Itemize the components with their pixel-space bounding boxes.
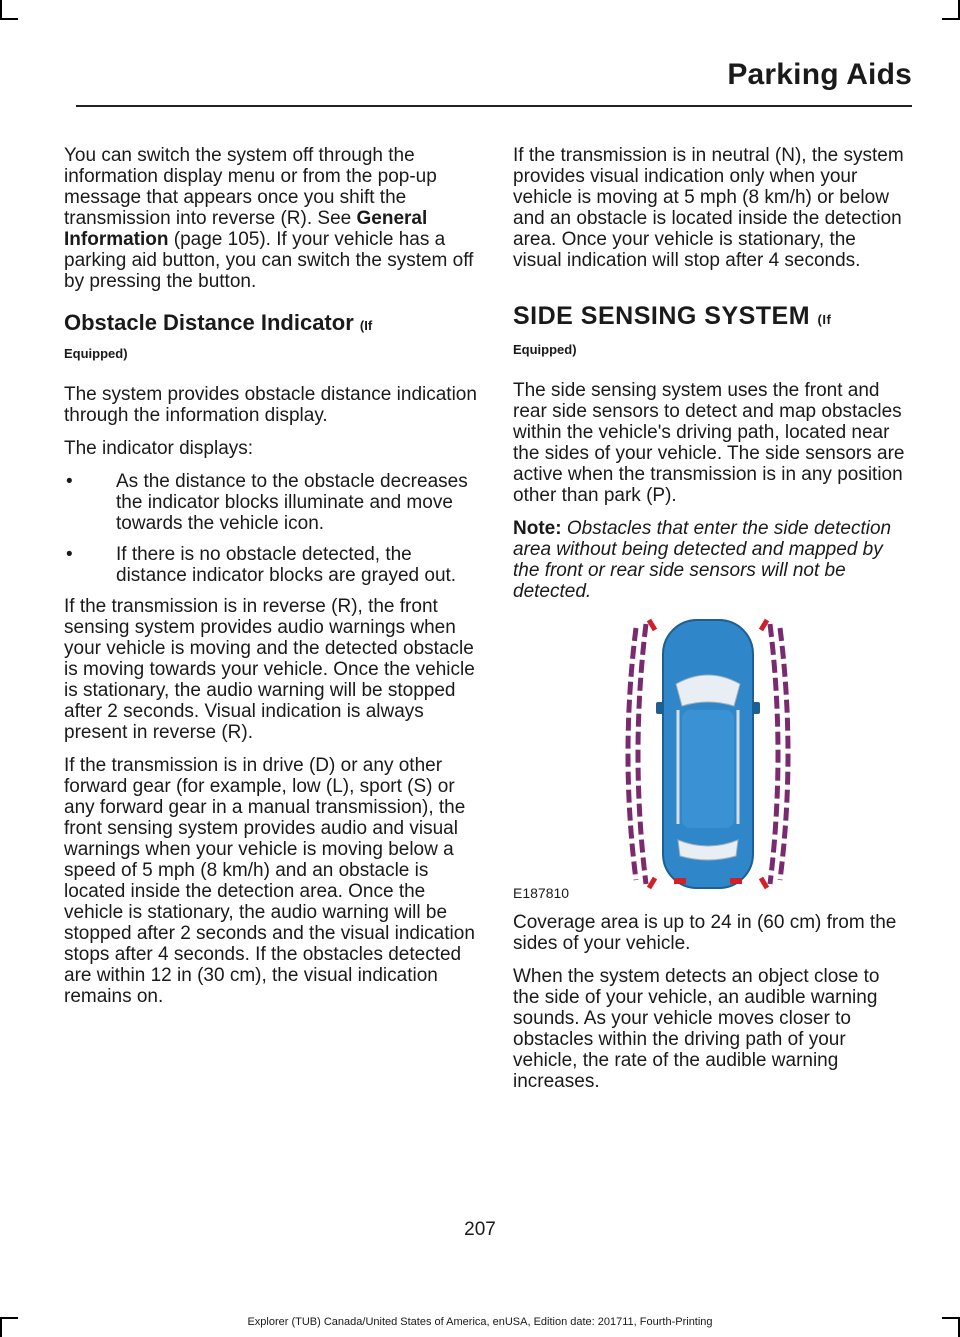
list-item (64, 544, 478, 586)
footer-text: Explorer (TUB) Canada/United States of America, enUSA, Edition date: 201711, Fourth-Printing (247, 1316, 713, 1328)
list-item-text: As the distance to the obstacle decreases the indicator blocks illuminate and move towards the vehicle icon. (116, 471, 468, 534)
list-item (64, 471, 478, 534)
paragraph: If the transmission is in reverse (R), the front sensing system provides audio warnings when your vehicle is moving and the detected obstacle is moving towards your vehicle. Once the vehicle is stationary, the audio warning will be stopped after 2 seconds. Visual indication is always present in reverse (R). (64, 596, 475, 743)
paragraph: If the transmission is in drive (D) or any other forward gear (for example, low (L), sport (S) or any forward gear in a manual transmission), the front sensing system provides audio and visual warnings when your vehicle is moving below a speed of 5 mph (8 km/h) and an obstacle is located inside the detection area. Once the vehicle is stationary, the audio warning will be stopped after 2 seconds and the visual indication stops after 4 seconds. If the obstacles detected are within 12 in (30 cm), the visual indication remains on. (64, 755, 475, 1007)
crop-mark (942, 18, 960, 20)
section-heading-obstacle-distance (64, 310, 478, 339)
heading-equipped: Equipped) (64, 346, 128, 361)
bullet-glyph: • (66, 471, 73, 492)
heading-equipped: Equipped) (513, 342, 577, 357)
intro-paragraph (64, 145, 478, 292)
page-number: 207 (464, 1219, 496, 1240)
general-information-link[interactable]: General Information (64, 208, 428, 250)
crop-mark (0, 18, 18, 20)
figure-id: E187810 (513, 885, 570, 901)
paragraph: When the system detects an object close to the side of your vehicle, an audible warning sounds. As your vehicle moves closer to obstacles within the driving path of your vehicle, the rate of the audible warning increases. (513, 966, 880, 1092)
side-sensing-figure (513, 614, 908, 904)
intro-text-end: (page 105). If your vehicle has a parking aid button, you can switch the system off by pressing the button. (64, 229, 474, 292)
note-paragraph (513, 518, 908, 602)
bullet-glyph: • (66, 544, 73, 565)
right-column (513, 145, 908, 1104)
paragraph: The indicator displays: (64, 438, 254, 459)
list-item-text: If there is no obstacle detected, the distance indicator blocks are grayed out. (116, 544, 457, 586)
note-label: Note: (513, 518, 562, 539)
note-text: Obstacles that enter the side detection area without being detected and mapped by the front or rear side sensors will not be detected. (513, 518, 892, 602)
intro-text: You can switch the system off through the information display menu or from the pop-up message that appears once you shift the transmission into reverse (R). See (64, 145, 437, 229)
car-icon (656, 620, 760, 888)
crop-mark (0, 0, 2, 18)
paragraph: The system provides obstacle distance indication through the information display. (64, 384, 477, 426)
paragraph: Coverage area is up to 24 in (60 cm) from the sides of your vehicle. (513, 912, 897, 954)
heading-condition: (If (359, 318, 373, 333)
indicator-list (64, 471, 478, 586)
section-heading-side-sensing (513, 301, 908, 335)
paragraph: The side sensing system uses the front and rear side sensors to detect and map obstacles within the vehicle's driving path, located near the sides of your vehicle. The side sensors are active when the transmission is in any position other than park (P). (513, 380, 905, 506)
page-title: Parking Aids (727, 58, 912, 91)
left-column (64, 145, 478, 1019)
right-coverage-zone (770, 624, 788, 884)
car-coverage-illustration (618, 614, 798, 894)
paragraph: If the transmission is in neutral (N), the system provides visual indication only when your vehicle is moving at 5 mph (8 km/h) or below and an obstacle is located inside the detection area. Once your vehicle is stationary, the visual indication will stop after 4 seconds. (513, 145, 904, 271)
heading-text: SIDE SENSING SYSTEM (513, 302, 811, 330)
left-coverage-zone (628, 624, 646, 884)
header-rule (76, 105, 912, 107)
heading-condition: (If (817, 312, 832, 327)
heading-text: Obstacle Distance Indicator (64, 310, 354, 335)
